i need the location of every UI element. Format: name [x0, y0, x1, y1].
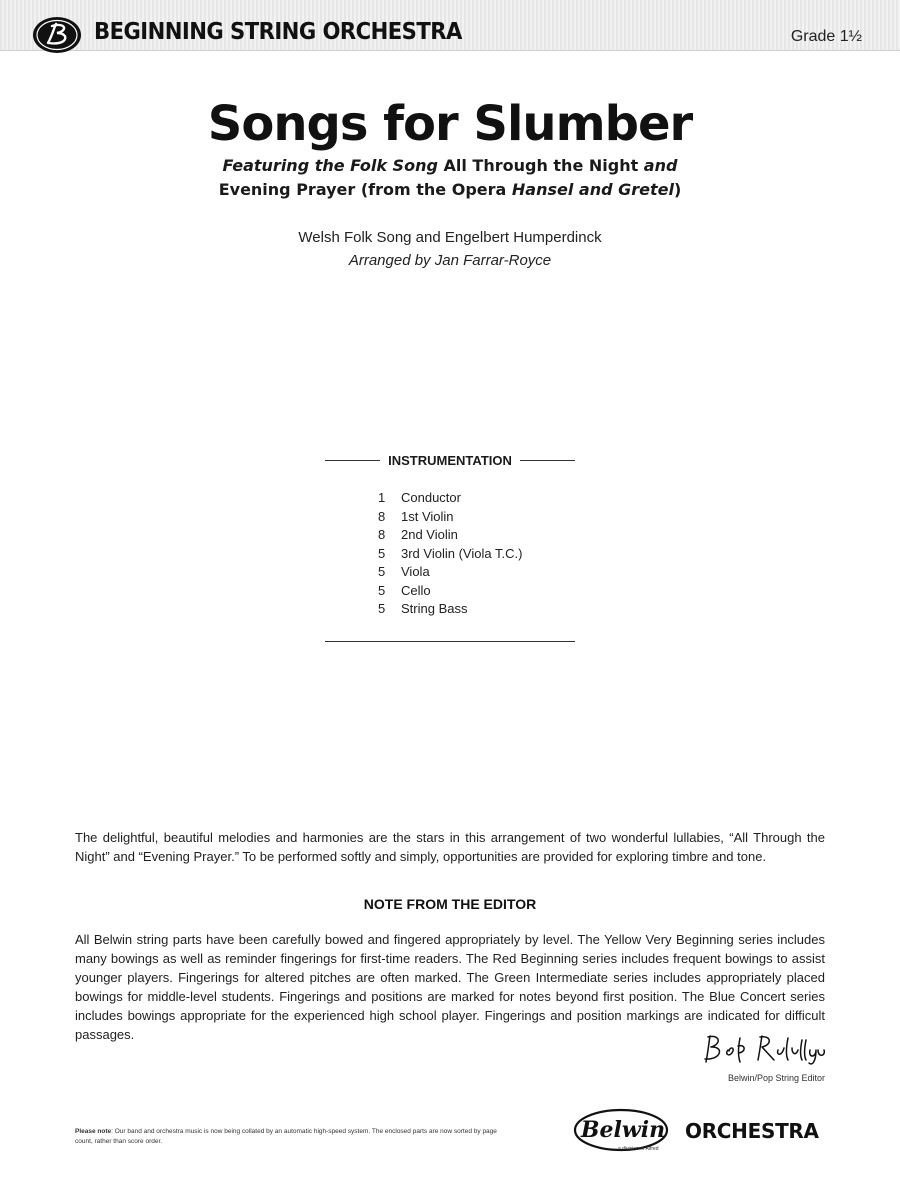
belwin-tagline: a division of Alfred [618, 1146, 659, 1152]
subtitle-opera-name: Hansel and Gretel [511, 180, 674, 199]
instrument-item [378, 508, 522, 527]
series-title: BEGINNING STRING ORCHESTRA [94, 19, 462, 45]
please-note-label: Please note [75, 1128, 112, 1135]
instrument-name: Viola [401, 564, 430, 579]
orchestra-wordmark: ORCHESTRA [685, 1119, 819, 1143]
instrument-qty: 5 [378, 545, 386, 561]
instrument-qty: 5 [378, 564, 386, 579]
instrument-qty: 8 [378, 508, 386, 524]
instrumentation-label: INSTRUMENTATION [388, 453, 512, 468]
heading-rule-left [325, 460, 380, 461]
instrument-name: String Bass [401, 601, 468, 616]
subtitle-line-2 [0, 180, 900, 199]
instrumentation-list [378, 489, 522, 619]
please-note [75, 1127, 515, 1147]
page-title: Songs for Slumber [207, 96, 693, 152]
instrument-qty: 5 [378, 582, 386, 598]
instrument-qty: 1 [378, 490, 386, 505]
subtitle-italic-and: and [638, 156, 678, 175]
arranger: Arranged by Jan Farrar-Royce [348, 252, 552, 269]
description-paragraph: The delightful, beautiful melodies and harmonies are the stars in this arrangement of two wonderful lullabies, “All Through the Night” and “Evening Prayer.” To be performed softly and simply, opportunities are provided for exploring timbre and tone. [75, 830, 825, 864]
composer: Welsh Folk Song and Engelbert Humperdinck [298, 229, 602, 246]
editor-note-paragraph: All Belwin string parts have been carefully bowed and fingered appropriately by level. The Yellow Very Beginning series includes many bowings as well as reminder fingerings for first-time readers. The Red Beginning series includes frequent bowings to assist younger players. Fingerings for altered pitches are often marked. The Green Intermediate series includes appropriately placed bowings for middle-level students. Fingerings and positions are marked for notes beyond first position. The Blue Concert series includes bowings appropriate for the experienced high school player. Fingerings and position markings are indicated for difficult passages. [75, 932, 825, 1042]
instrument-item [378, 563, 522, 582]
instrument-name: Conductor [401, 490, 461, 505]
heading-rule-right [520, 460, 575, 461]
instrument-qty: 8 [378, 527, 386, 542]
signature-title: Belwin/Pop String Editor [727, 1073, 825, 1083]
instrument-item [378, 526, 522, 545]
instrument-qty: 5 [378, 601, 386, 616]
instrument-name: 1st Violin [401, 508, 454, 524]
instrumentation-bottom-rule [325, 641, 575, 642]
please-note-text: : Our band and orchestra music is now being collated by an automatic high-speed system. The enclosed parts are now sorted by page count, rather than score order. [75, 1128, 497, 1145]
instrument-name: 2nd Violin [401, 527, 458, 542]
subtitle-italic: Featuring the Folk Song [222, 156, 444, 175]
instrument-item [378, 582, 522, 601]
belwin-b-circle-logo-icon [32, 16, 82, 54]
instrument-item [378, 545, 522, 564]
instrument-item [378, 600, 522, 619]
belwin-script: Belwin [580, 1117, 666, 1143]
instrumentation-heading [325, 453, 575, 468]
subtitle-prayer: Evening Prayer (from the Opera [218, 180, 512, 199]
subtitle-song-name: All Through the Night [443, 156, 639, 175]
editor-signature [700, 1032, 830, 1068]
instrument-name: Cello [401, 582, 431, 598]
subtitle-close: ) [673, 180, 682, 199]
instrument-item [378, 489, 522, 508]
grade-label: Grade 1½ [790, 28, 862, 45]
subtitle-line-1 [0, 156, 900, 175]
instrument-name: 3rd Violin (Viola T.C.) [401, 545, 523, 561]
editor-note-heading: NOTE FROM THE EDITOR [363, 896, 537, 912]
